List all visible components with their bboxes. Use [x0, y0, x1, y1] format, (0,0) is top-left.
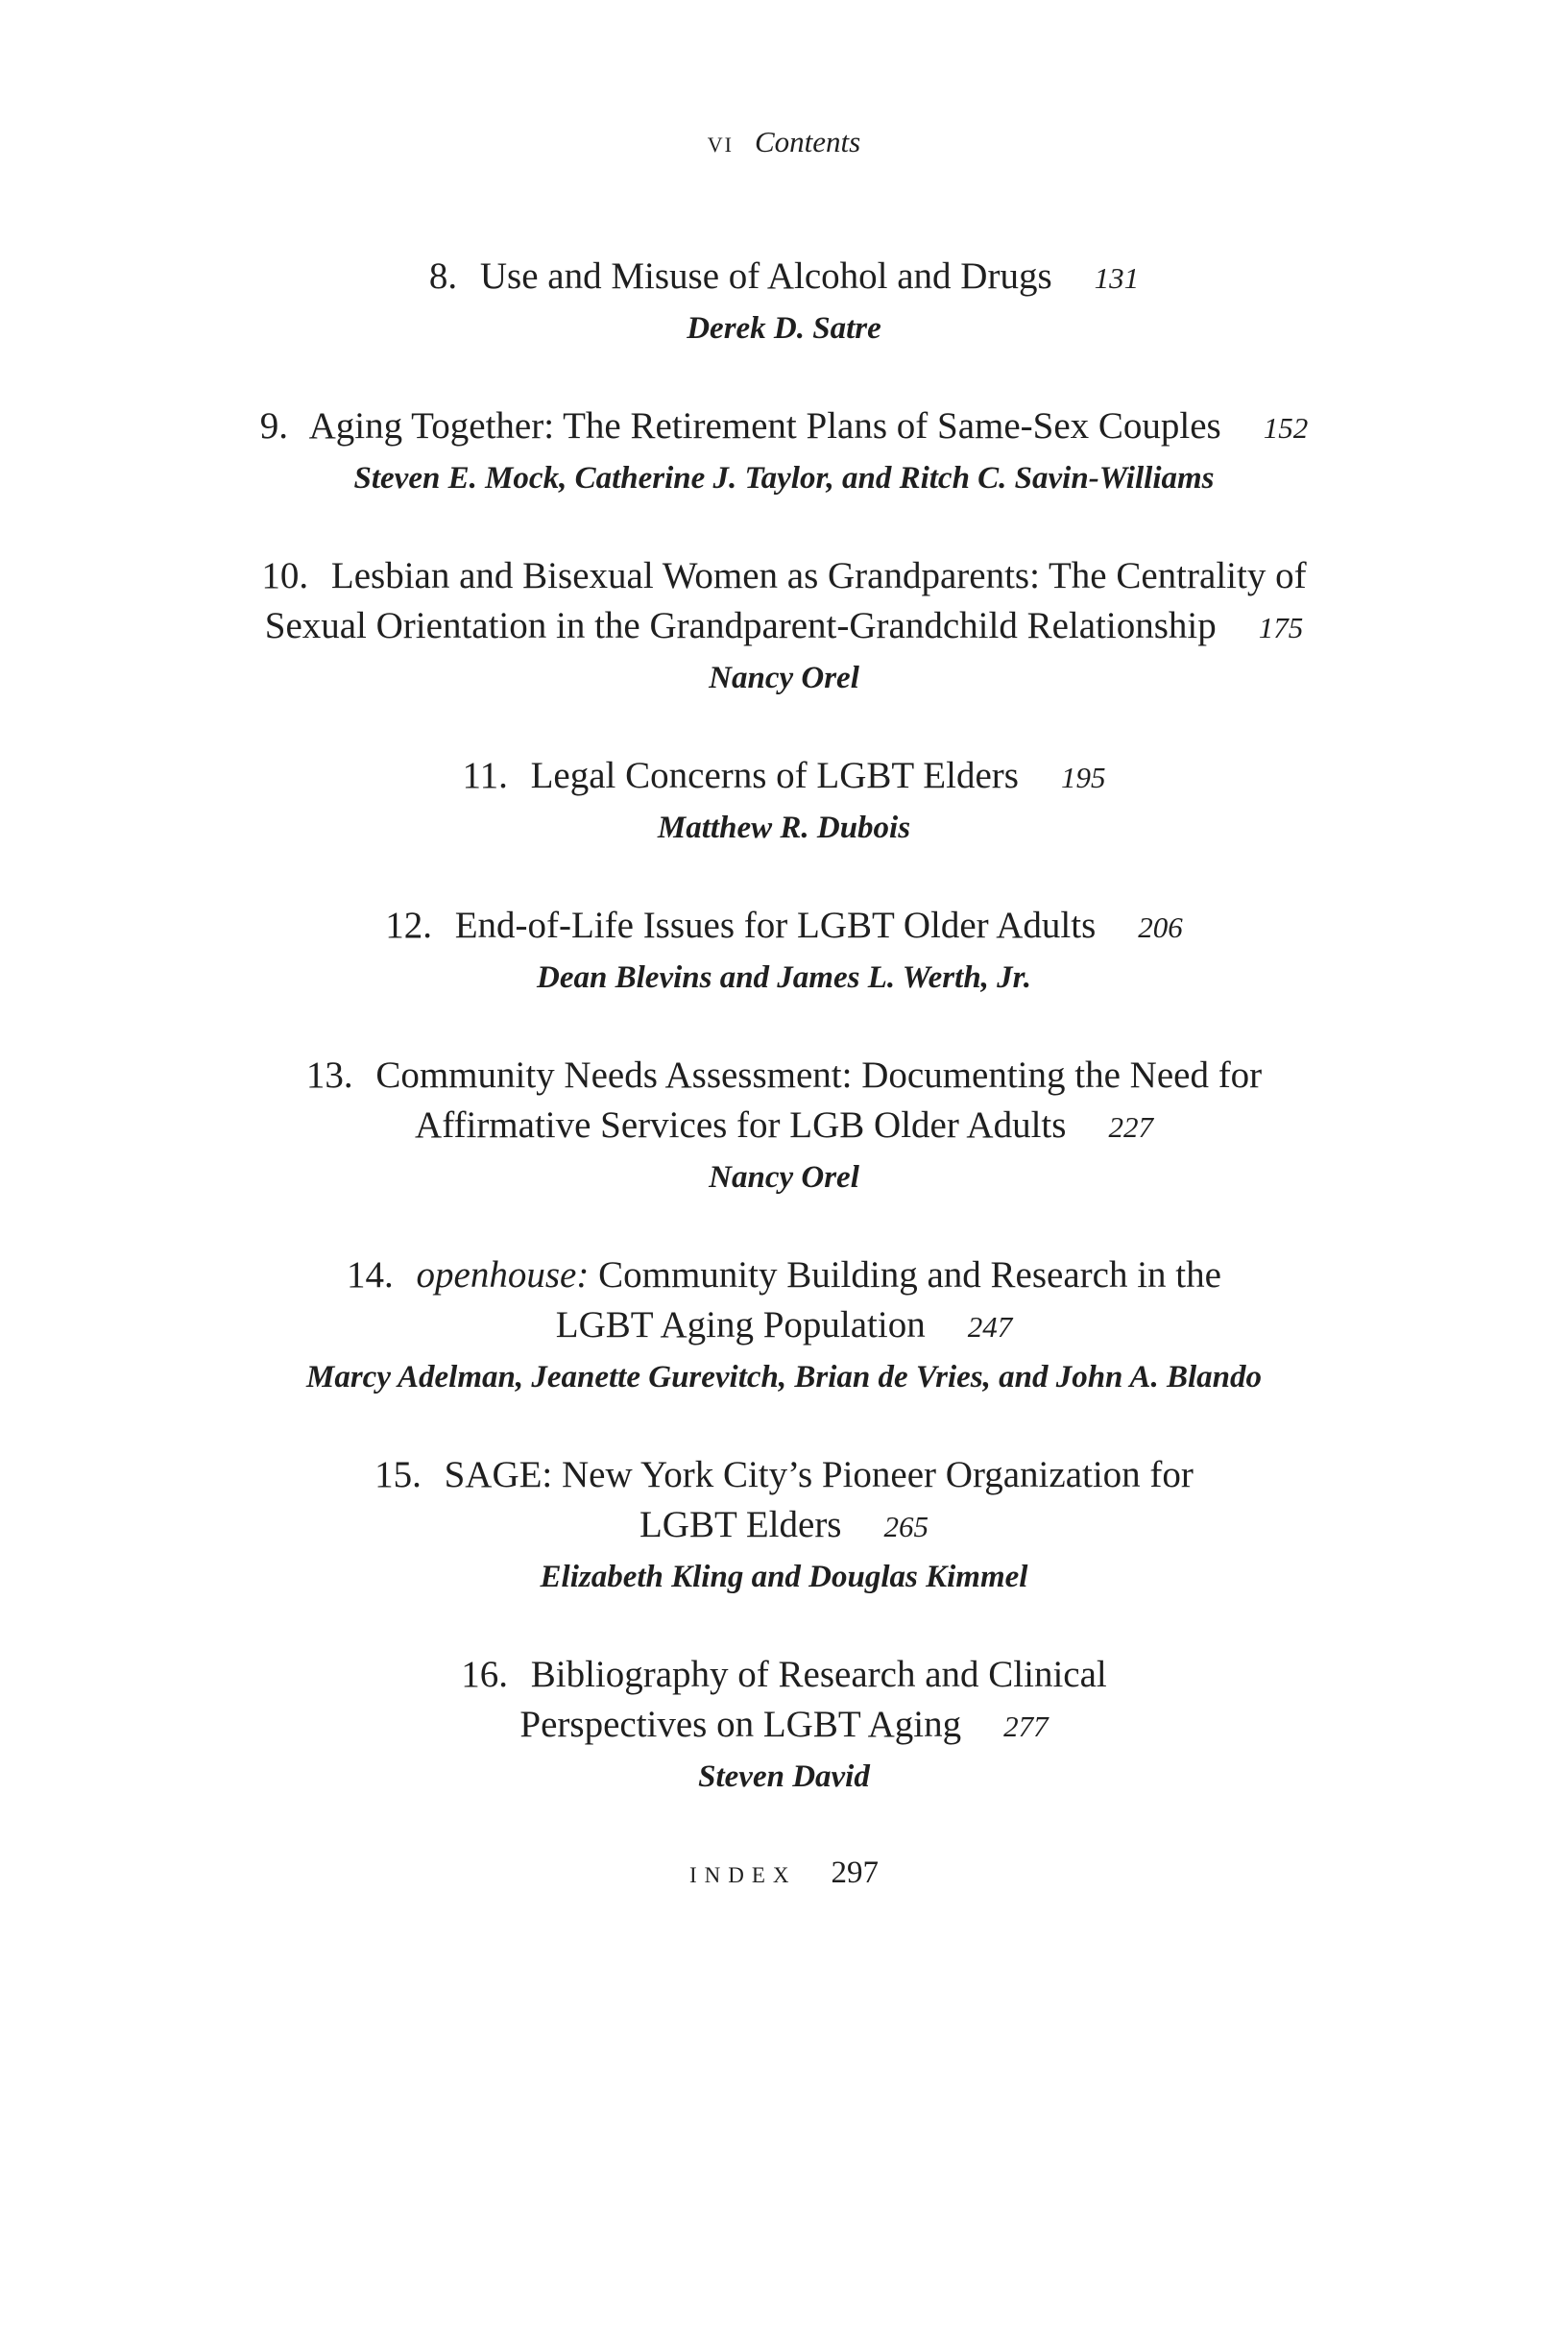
- index-label[interactable]: index: [688, 1855, 797, 1890]
- chapter-title-line-2[interactable]: Affirmative Services for LGB Older Adults: [415, 1104, 1067, 1146]
- toc-entry-9[interactable]: [0, 401, 1568, 503]
- chapter-author: Elizabeth Kling and Douglas Kimmel: [540, 1560, 1028, 1594]
- page-number[interactable]: 277: [1003, 1709, 1049, 1743]
- toc-entry-11[interactable]: [0, 751, 1568, 853]
- chapter-title-line-1[interactable]: Community Needs Assessment: Documenting the Need for: [375, 1055, 1263, 1096]
- chapter-title[interactable]: Legal Concerns of LGBT Elders: [530, 755, 1019, 796]
- page-folio: vi: [707, 125, 734, 158]
- chapter-number: 10.: [261, 555, 309, 596]
- page-number[interactable]: 247: [967, 1310, 1013, 1344]
- chapter-number: 11.: [462, 755, 508, 796]
- chapter-author: Nancy Orel: [709, 1160, 859, 1195]
- running-head-title: Contents: [754, 125, 861, 158]
- chapter-number: 13.: [305, 1055, 353, 1096]
- chapter-title-line-2[interactable]: LGBT Aging Population: [555, 1304, 926, 1346]
- chapter-title[interactable]: Aging Together: The Retirement Plans of Same-Sex Couples: [308, 405, 1221, 447]
- toc-entry-8[interactable]: [0, 252, 1568, 353]
- chapter-title-line-1[interactable]: Community Building and Research in the: [598, 1254, 1221, 1296]
- chapter-title-line-1[interactable]: Bibliography of Research and Clinical: [530, 1654, 1107, 1695]
- chapter-title-line-2[interactable]: LGBT Elders: [639, 1504, 842, 1545]
- chapter-number: 12.: [385, 905, 432, 946]
- chapter-title[interactable]: End-of-Life Issues for LGBT Older Adults: [454, 905, 1097, 946]
- chapter-author: Matthew R. Dubois: [657, 811, 911, 845]
- chapter-number: 14.: [347, 1254, 394, 1296]
- chapter-title-line-1[interactable]: SAGE: New York City’s Pioneer Organization for: [444, 1454, 1194, 1495]
- running-head: [0, 123, 1568, 161]
- toc-entry-10[interactable]: [0, 551, 1568, 703]
- toc-entry-15[interactable]: [0, 1450, 1568, 1602]
- chapter-title[interactable]: Use and Misuse of Alcohol and Drugs: [479, 255, 1052, 297]
- index-page-number[interactable]: 297: [831, 1855, 880, 1890]
- chapter-author: Marcy Adelman, Jeanette Gurevitch, Brian de Vries, and John A. Blando: [306, 1360, 1262, 1394]
- chapter-number: 9.: [259, 405, 289, 447]
- page-number[interactable]: 131: [1094, 261, 1140, 295]
- toc-entry-13[interactable]: [0, 1051, 1568, 1202]
- chapter-number: 8.: [428, 255, 458, 297]
- toc-entry-16[interactable]: [0, 1650, 1568, 1802]
- page-number[interactable]: 206: [1138, 910, 1183, 944]
- page-number[interactable]: 152: [1263, 411, 1309, 445]
- chapter-title-line-1[interactable]: Lesbian and Bisexual Women as Grandparents: The Centrality of: [330, 555, 1307, 596]
- chapter-title-line-2[interactable]: Perspectives on LGBT Aging: [519, 1704, 962, 1745]
- chapter-title-line-2[interactable]: Sexual Orientation in the Grandparent-Grandchild Relationship: [264, 605, 1217, 646]
- chapter-author: Derek D. Satre: [687, 311, 881, 346]
- chapter-number: 16.: [461, 1654, 508, 1695]
- toc-entry-12[interactable]: [0, 901, 1568, 1003]
- chapter-number: 15.: [374, 1454, 422, 1495]
- chapter-author: Steven E. Mock, Catherine J. Taylor, and Ritch C. Savin-Williams: [353, 461, 1215, 496]
- chapter-title-italic-lead[interactable]: openhouse:: [416, 1254, 590, 1296]
- chapter-author: Nancy Orel: [709, 661, 859, 695]
- page-number[interactable]: 175: [1258, 611, 1304, 644]
- toc-entry-14[interactable]: [0, 1250, 1568, 1402]
- page-number[interactable]: 195: [1060, 761, 1106, 794]
- chapter-author: Steven David: [698, 1759, 870, 1794]
- page-number[interactable]: 227: [1108, 1110, 1153, 1144]
- chapter-author: Dean Blevins and James L. Werth, Jr.: [537, 960, 1031, 995]
- toc-entry-index[interactable]: [0, 1852, 1568, 1894]
- page-number[interactable]: 265: [883, 1510, 929, 1543]
